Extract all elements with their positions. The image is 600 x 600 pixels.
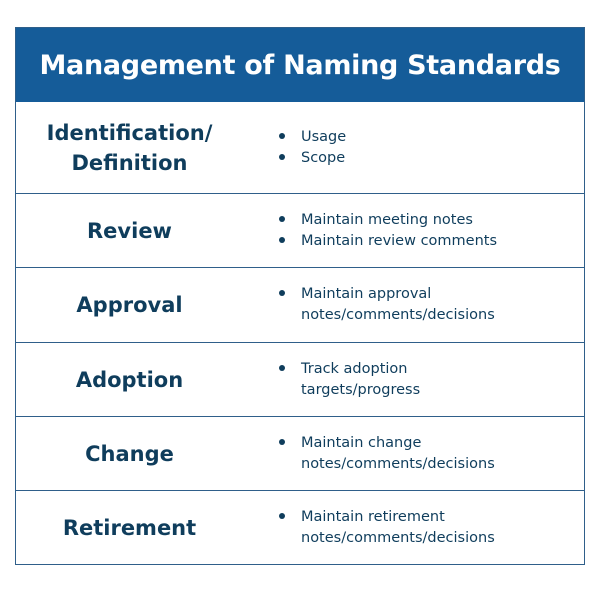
stage-label: Identification/ Definition [46, 120, 213, 175]
stage-cell [16, 268, 243, 342]
stage-label: Retirement [62, 515, 197, 540]
list-item [279, 127, 346, 148]
stage-label: Approval [76, 293, 183, 317]
stage-label: Review [87, 218, 172, 243]
details-cell [243, 194, 584, 267]
list-item [279, 433, 495, 475]
list-item-text: Scope [301, 149, 346, 166]
table-row-approval [16, 267, 584, 342]
bullet-list [279, 507, 495, 549]
stage-cell [16, 417, 243, 490]
bullet-icon [279, 439, 285, 445]
list-item-text: Maintain review comments [301, 232, 498, 249]
table-row-change [16, 416, 584, 490]
bullet-icon [279, 154, 285, 160]
bullet-icon [279, 513, 285, 519]
bullet-icon [279, 365, 285, 371]
details-cell [243, 268, 584, 342]
bullet-icon [279, 237, 285, 243]
list-item-text: Usage [301, 128, 347, 145]
table-row-adoption [16, 342, 584, 416]
table-row-review [16, 193, 584, 267]
list-item [279, 507, 495, 549]
table-title: Management of Naming Standards [39, 49, 561, 81]
details-cell [243, 102, 584, 193]
list-item [279, 359, 420, 401]
bullet-list [279, 127, 346, 169]
bullet-icon [279, 133, 285, 139]
naming-standards-table [15, 27, 585, 565]
table-row-retirement [16, 490, 584, 564]
list-item-text: Track adoption targets/progress [301, 360, 421, 398]
list-item [279, 284, 495, 326]
list-item-text: Maintain retirement notes/comments/decisions [301, 508, 495, 546]
table-header [16, 28, 584, 102]
table-row-identification [16, 102, 584, 193]
list-item [279, 148, 346, 169]
list-item-text: Maintain meeting notes [301, 211, 473, 228]
bullet-list [279, 210, 497, 252]
bullet-icon [279, 216, 285, 222]
list-item-text: Maintain change notes/comments/decisions [301, 434, 495, 472]
stage-cell [16, 102, 243, 193]
bullet-list [279, 433, 495, 475]
list-item-text: Maintain approval notes/comments/decisions [301, 286, 495, 323]
stage-cell [16, 194, 243, 267]
stage-label: Change [85, 441, 174, 466]
stage-cell [16, 343, 243, 416]
details-cell [243, 417, 584, 490]
list-item [279, 210, 497, 231]
bullet-list [279, 284, 495, 326]
details-cell [243, 343, 584, 416]
list-item [279, 231, 497, 252]
stage-cell [16, 491, 243, 564]
details-cell [243, 491, 584, 564]
bullet-icon [279, 290, 285, 296]
bullet-list [279, 359, 420, 401]
stage-label: Adoption [75, 367, 184, 392]
